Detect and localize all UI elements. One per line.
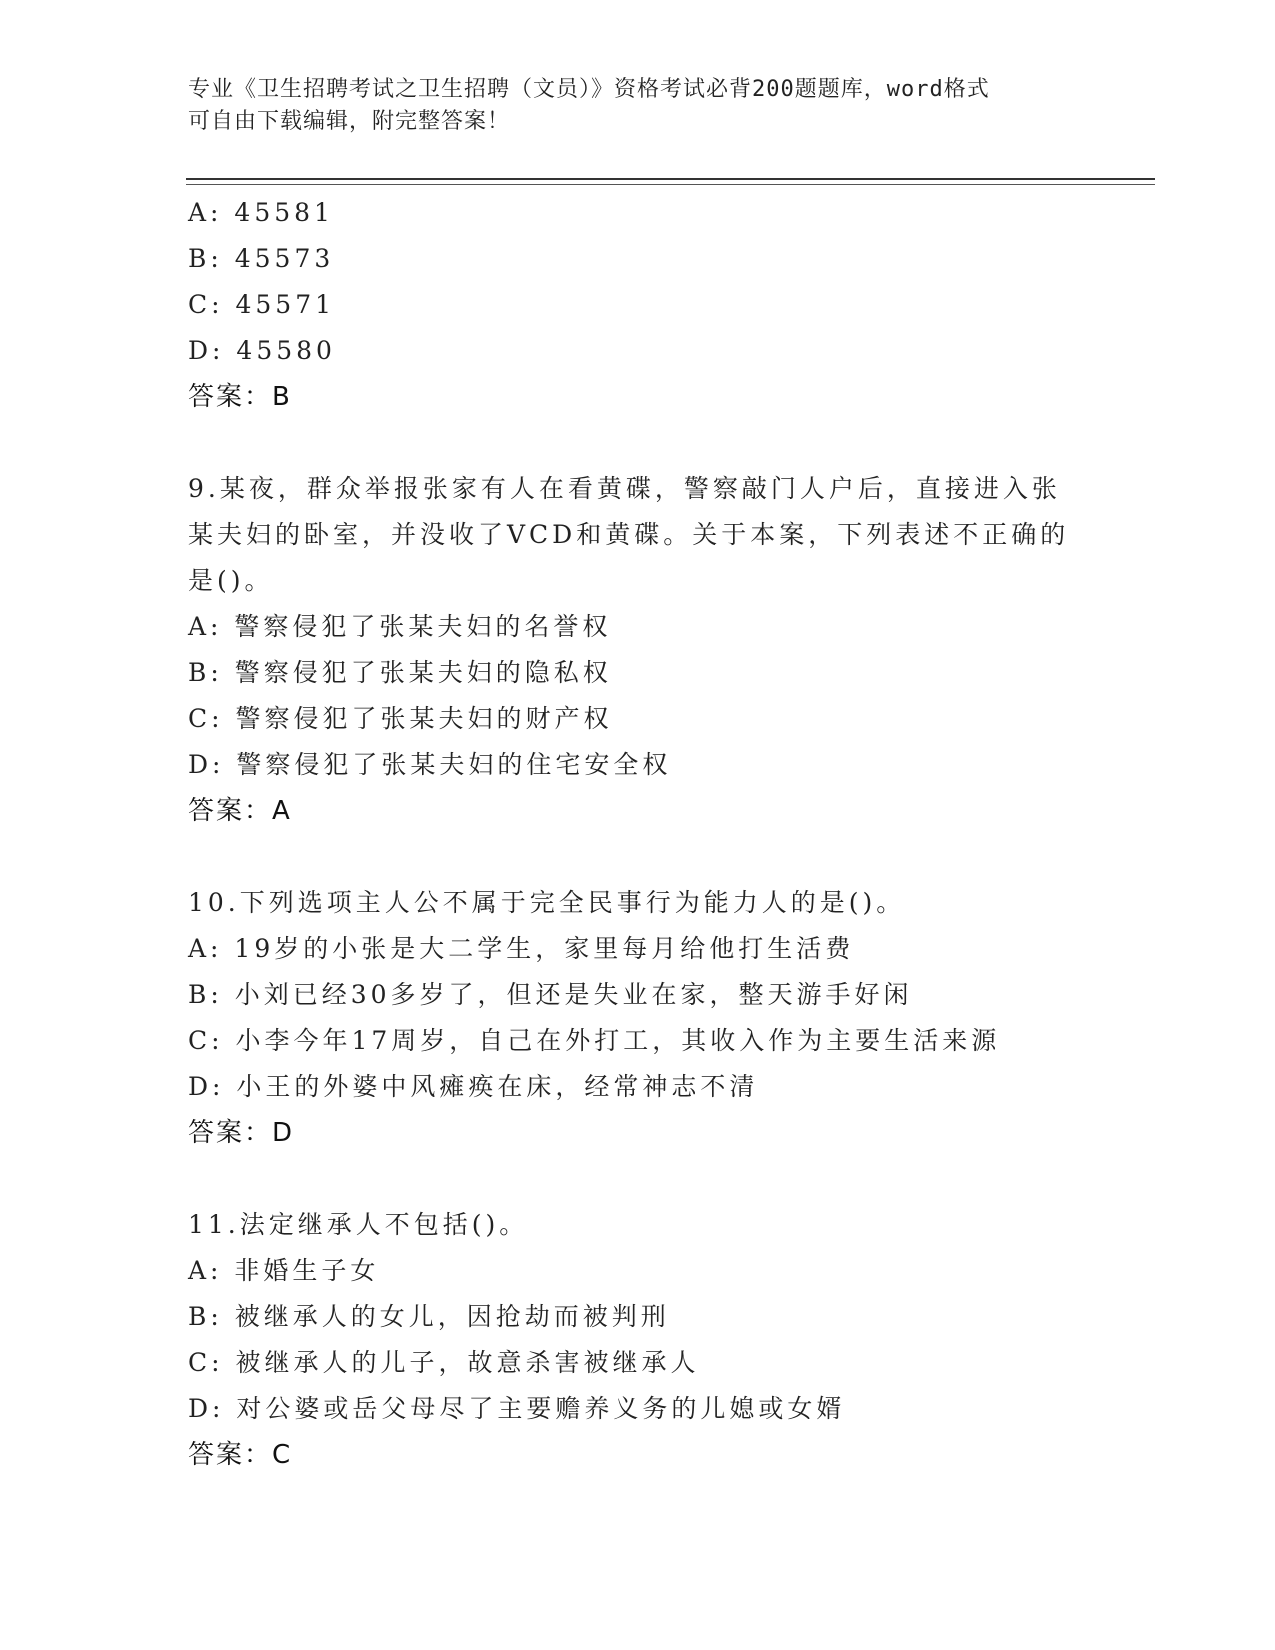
option-d: D: 警察侵犯了张某夫妇的住宅安全权 [188,750,672,779]
option-a: A: 非婚生子女 [188,1256,380,1285]
question-11-block [188,1202,1148,1478]
option-b: B: 被继承人的女儿，因抢劫而被判刑 [188,1302,670,1331]
option-c: C: 小李今年17周岁，自己在外打工，其收入作为主要生活来源 [188,1026,1001,1055]
answer-label: 答案：C [188,1440,293,1470]
spacer [188,834,1148,880]
option-b: B: 警察侵犯了张某夫妇的隐私权 [188,658,612,687]
option-b: B: 45573 [188,244,335,273]
question-10-block [188,880,1148,1156]
option-d: D: 小王的外婆中风瘫痪在床，经常神志不清 [188,1072,759,1101]
header-line-2: 可自由下载编辑，附完整答案！ [188,109,511,134]
answer-label: 答案：A [188,796,292,826]
question-stem: 是()。 [188,566,274,595]
question-9-block [188,466,1148,834]
option-d: D: 对公婆或岳父母尽了主要赡养义务的儿媳或女婿 [188,1394,846,1423]
option-a: A: 警察侵犯了张某夫妇的名誉权 [188,612,612,641]
spacer [188,1156,1148,1202]
question-8-block [188,190,1148,420]
spacer [188,420,1148,466]
option-b: B: 小刘已经30多岁了，但还是失业在家，整天游手好闲 [188,980,913,1009]
question-stem: 11.法定继承人不包括()。 [188,1210,529,1239]
question-stem: 9.某夜，群众举报张家有人在看黄碟，警察敲门人户后，直接进入张 [188,474,1061,503]
question-stem: 某夫妇的卧室，并没收了VCD和黄碟。关于本案，下列表述不正确的 [188,520,1070,549]
option-d: D: 45580 [188,336,336,365]
header-divider-thick [186,178,1155,180]
document-header [188,74,1068,138]
option-c: C: 被继承人的儿子，故意杀害被继承人 [188,1348,700,1377]
option-c: C: 45571 [188,290,336,319]
option-c: C: 警察侵犯了张某夫妇的财产权 [188,704,613,733]
answer-label: 答案：D [188,1118,295,1148]
option-a: A: 45581 [188,198,334,227]
question-list [188,190,1148,1478]
header-divider-thin [186,184,1155,185]
option-a: A: 19岁的小张是大二学生，家里每月给他打生活费 [188,934,855,963]
question-stem: 10.下列选项主人公不属于完全民事行为能力人的是()。 [188,888,906,917]
header-line-1: 专业《卫生招聘考试之卫生招聘（文员）》资格考试必背200题题库，word格式 [188,77,990,102]
answer-label: 答案：B [188,382,292,412]
